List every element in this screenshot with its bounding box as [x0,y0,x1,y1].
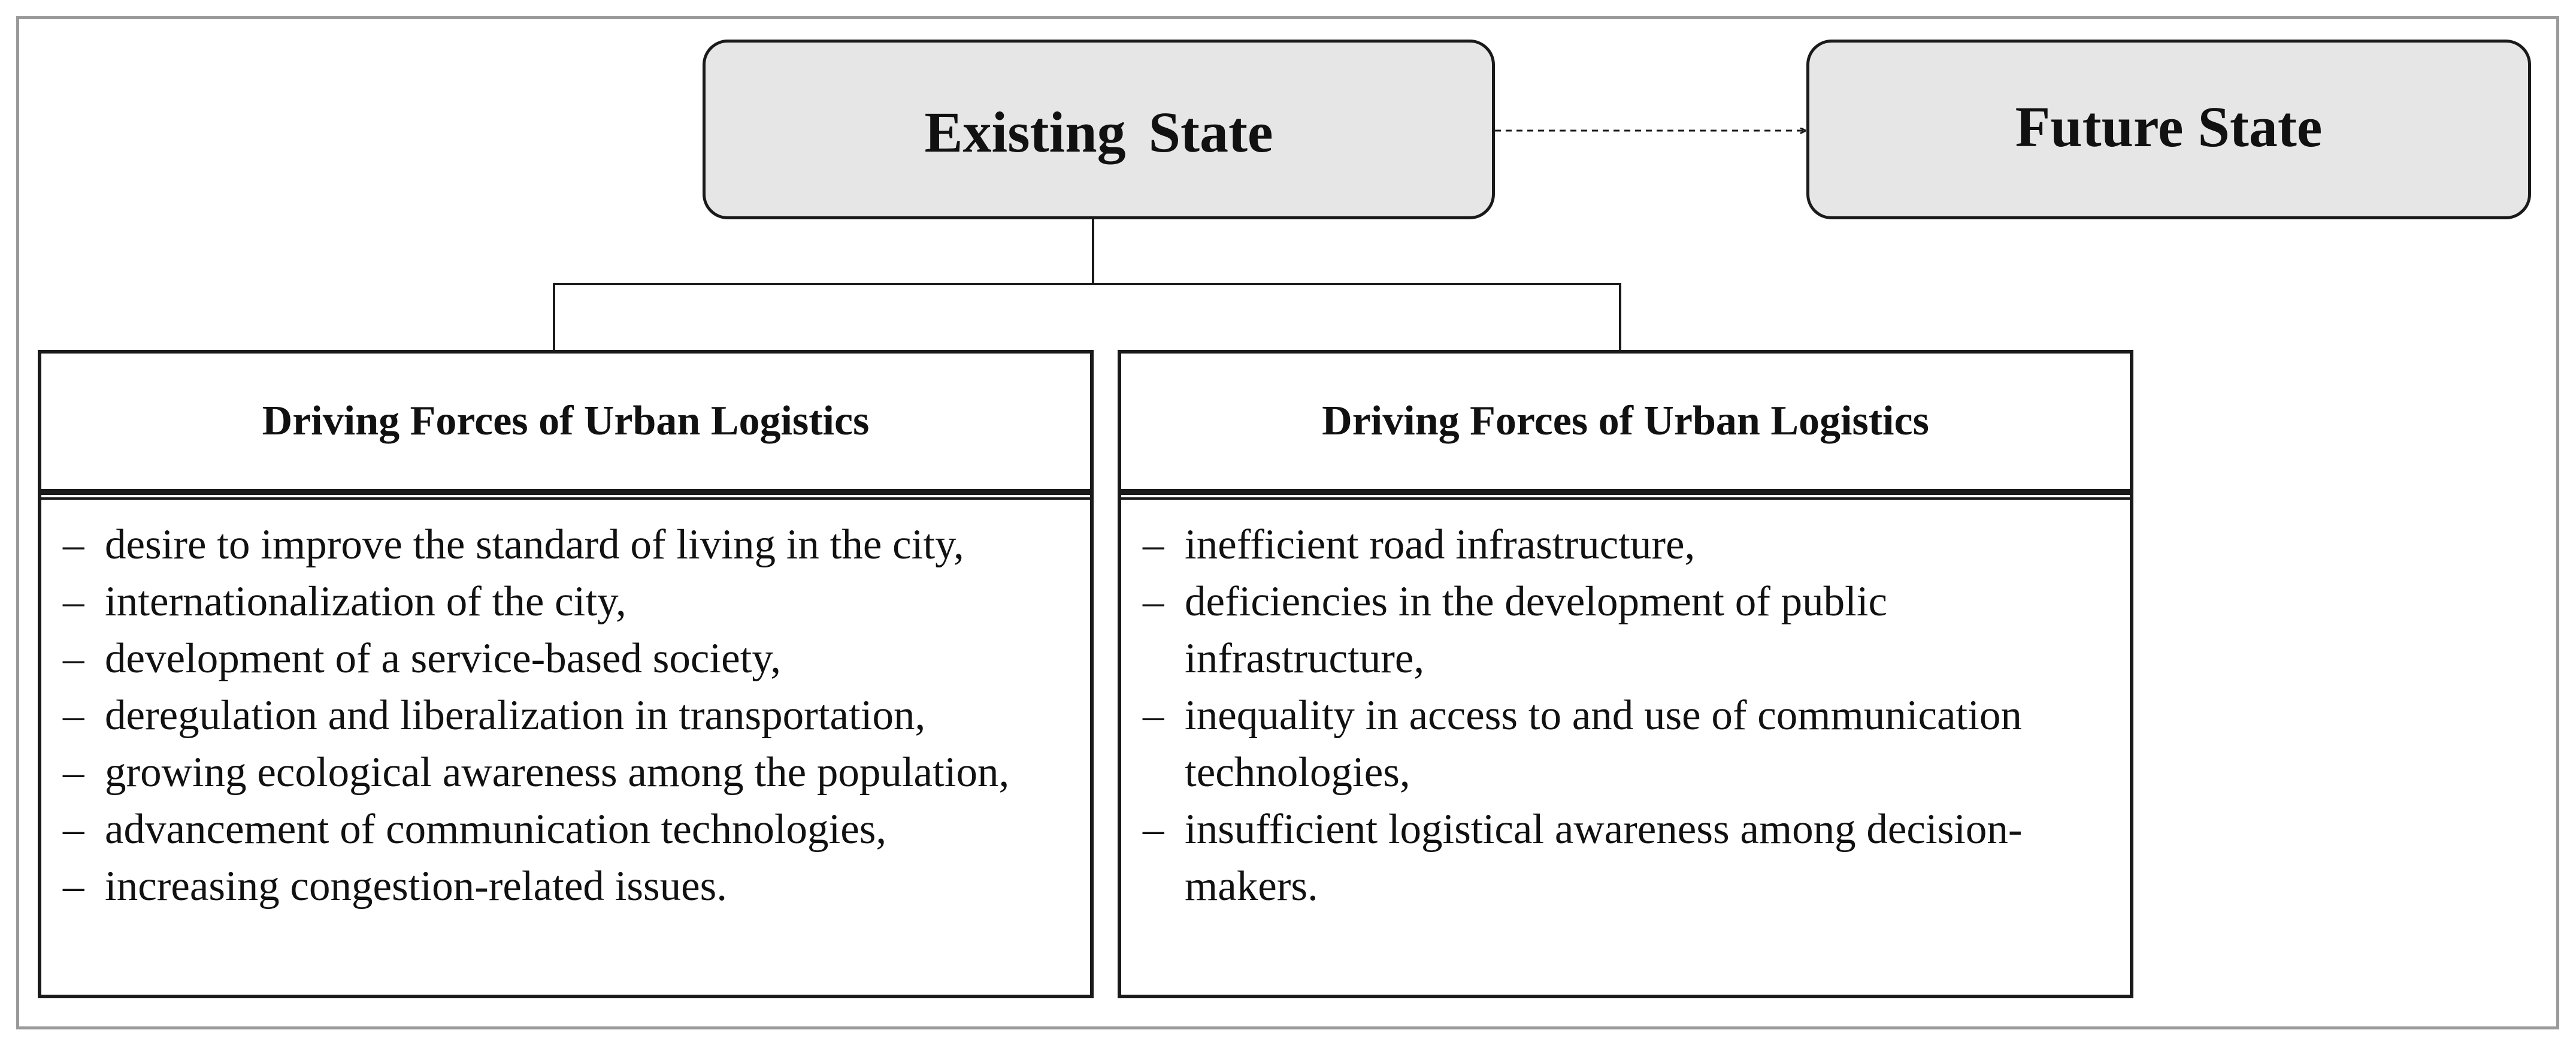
list-item: – inefficient road infrastructure, [1143,517,2124,573]
dash-bullet: – [63,521,84,568]
right-panel-list [1143,517,2124,915]
dash-bullet: – [1143,578,1164,625]
list-item: – deregulation and liberalization in transportation, [63,687,1084,744]
future-state-title: Future State [2015,95,2323,159]
list-item: – increasing congestion-related issues. [63,858,1084,915]
list-item: – development of a service-based society, [63,630,1084,687]
list-item: – inequality in access to and use of communication technologies, [1143,687,2124,801]
tree-connector [554,219,1620,350]
dash-bullet: – [63,692,84,739]
list-item: – deficiencies in the development of public infrastructure, [1143,573,2124,687]
dash-bullet: – [63,863,84,910]
existing-state-title: Existing State [924,99,1273,164]
list-item: – advancement of communication technologies, [63,801,1084,858]
right-panel-divider [1121,497,2130,500]
left-panel-title: Driving Forces of Urban Logistics [262,398,870,444]
dash-bullet: – [1143,521,1164,568]
dash-bullet: – [1143,806,1164,853]
left-panel-header [38,350,1094,493]
dash-bullet: – [63,806,84,853]
left-panel-divider [41,497,1090,500]
right-panel-header [1118,350,2133,493]
dash-bullet: – [63,749,84,796]
left-panel-list [63,517,1084,915]
list-item: – internationalization of the city, [63,573,1084,630]
right-panel-body [1118,491,2133,998]
list-item: – insufficient logistical awareness among decision-makers. [1143,801,2124,915]
list-item: – growing ecological awareness among the population, [63,744,1084,801]
dash-bullet: – [63,635,84,682]
existing-state-box [703,40,1495,219]
dash-bullet: – [1143,692,1164,739]
left-panel-body [38,491,1094,998]
dash-bullet: – [63,578,84,625]
future-state-box [1806,40,2531,219]
list-item: – desire to improve the standard of living in the city, [63,517,1084,573]
right-panel-title: Driving Forces of Urban Logistics [1322,398,1929,444]
